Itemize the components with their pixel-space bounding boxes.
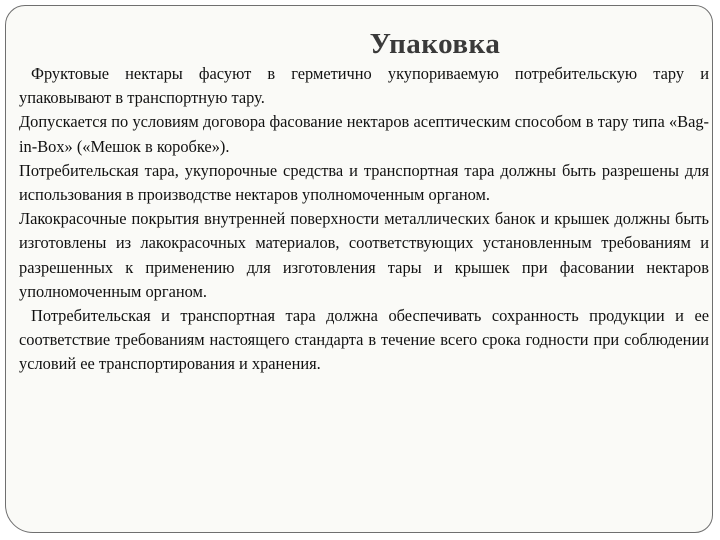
paragraph-coatings: Лакокрасочные покрытия внутренней поверхности металлических банок и крышек должны быть изготовлены из лакокрасочных материалов, соответствующих установленным требованиям и разрешенных к применению для изготовления тары и крышек при фасовании нектаров уполномоченным органом. — [19, 209, 709, 301]
paragraph-packaging: Фруктовые нектары фасуют в герметично укупориваемую потребительскую тару и упаковывают в транспортную тару. — [19, 64, 709, 108]
paragraph-preservation: Потребительская и транспортная тара должна обеспечивать сохранность продукции и ее соответствие требованиям настоящего стандарта в течение всего срока годности при соблюдении условий ее транспортирования и хранения. — [19, 306, 709, 374]
paragraph-bag-in-box: Допускается по условиям договора фасование нектаров асептическим способом в тару типа «Bag-in-Box» («Мешок в коробке»). — [19, 112, 709, 156]
slide-body — [19, 62, 709, 377]
slide-title: Упаковка — [369, 28, 501, 60]
paragraph-tara-permission: Потребительская тара, укупорочные средства и транспортная тара должны быть разрешены для использования в производстве нектаров уполномоченным органом. — [19, 160, 709, 205]
